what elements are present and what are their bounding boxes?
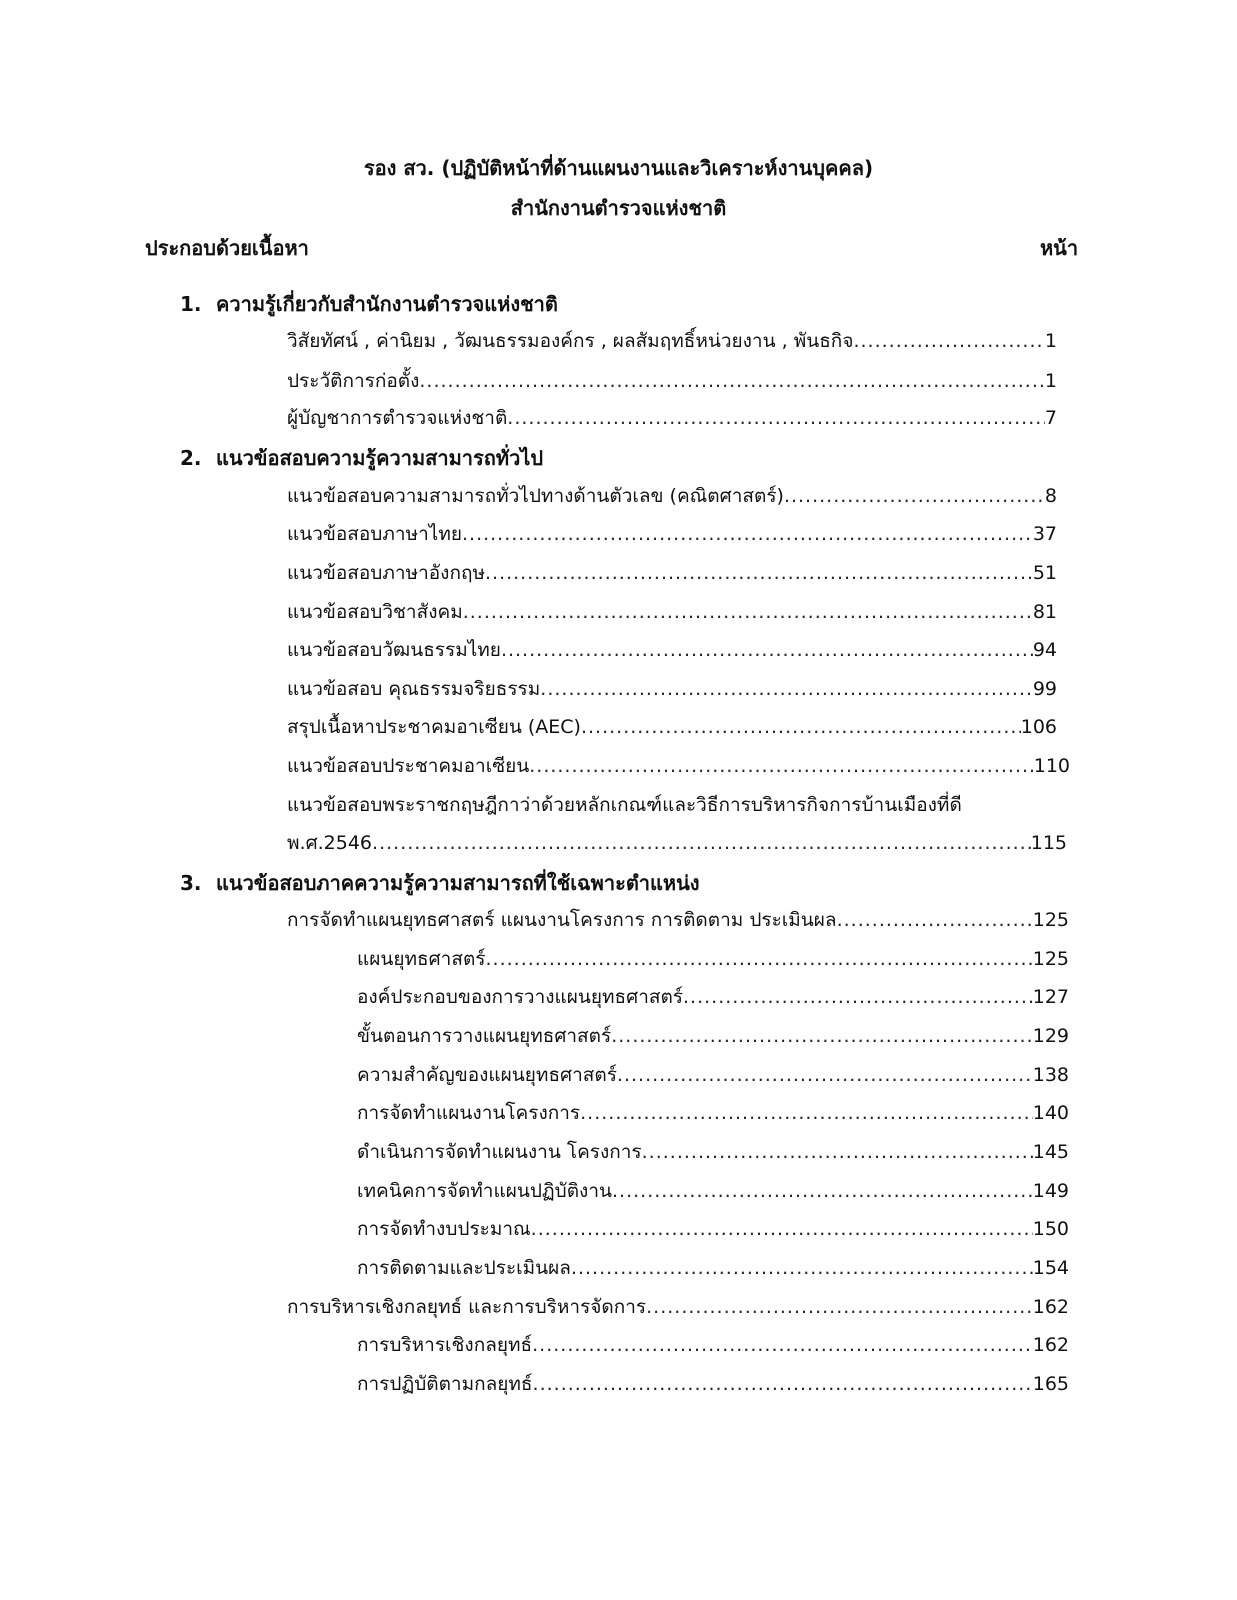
- toc-entry-label: แนวข้อสอบวิชาสังคม: [287, 601, 463, 623]
- contents-heading: ประกอบด้วยเนื้อหา: [145, 236, 309, 260]
- toc-entry[interactable]: [287, 519, 1057, 549]
- document-subtitle: สำนักงานตำรวจแห่งชาติ: [510, 196, 727, 220]
- toc-entry-page: 145: [1032, 1141, 1069, 1163]
- section-number: 2.: [180, 446, 202, 470]
- toc-entry-page: 154: [1032, 1257, 1069, 1279]
- document-title: รอง สว. (ปฏิบัติหน้าที่ด้านแผนงานและวิเคราะห์งานบุคคล): [363, 156, 874, 180]
- toc-entry-page: 125: [1032, 948, 1069, 970]
- toc-subentry[interactable]: [357, 1369, 1069, 1399]
- toc-subentry[interactable]: [357, 1176, 1069, 1206]
- toc-entry-page: 127: [1032, 986, 1069, 1008]
- dot-leader: [485, 562, 1033, 584]
- toc-entry-label: แนวข้อสอบ คุณธรรมจริยธรรม: [287, 678, 541, 700]
- toc-entry-label: ประวัติการก่อตั้ง: [287, 370, 420, 392]
- toc-entry[interactable]: [287, 366, 1057, 396]
- toc-entry-label: ดำเนินการจัดทำแผนงาน โครงการ: [357, 1141, 642, 1163]
- toc-subentry[interactable]: [357, 1137, 1069, 1167]
- toc-entry-page: 125: [1032, 909, 1069, 931]
- toc-subentry[interactable]: [357, 1098, 1069, 1128]
- dot-leader: [533, 1373, 1033, 1395]
- dot-leader: [646, 1296, 1033, 1318]
- section-title: ความรู้เกี่ยวกับสำนักงานตำรวจแห่งชาติ: [216, 292, 558, 316]
- section-number: 3.: [180, 871, 202, 895]
- page-column-heading: หน้า: [1040, 236, 1079, 260]
- toc-entry-label: สรุปเนื้อหาประชาคมอาเซียน (AEC): [287, 716, 581, 738]
- toc-entry-label: แนวข้อสอบความสามารถทั่วไปทางด้านตัวเลข (คณิตศาสตร์): [287, 485, 784, 507]
- toc-entry-label: ความสำคัญของแผนยุทธศาสตร์: [357, 1064, 617, 1086]
- section-heading: [180, 442, 543, 474]
- toc-entry-label: แนวข้อสอบประชาคมอาเซียน: [287, 755, 530, 777]
- dot-leader: [784, 485, 1045, 507]
- toc-entry-page: 165: [1032, 1373, 1069, 1395]
- toc-entry-page: 37: [1032, 523, 1057, 545]
- dot-leader: [372, 832, 1031, 854]
- dot-leader: [540, 678, 1033, 700]
- dot-leader: [462, 523, 1033, 545]
- toc-entry-page: 106: [1020, 716, 1057, 738]
- toc-entry[interactable]: [287, 635, 1057, 665]
- toc-entry-page: 1: [1044, 370, 1057, 392]
- toc-entry[interactable]: [287, 558, 1057, 588]
- dot-leader: [581, 716, 1021, 738]
- toc-entry-label: แผนยุทธศาสตร์: [357, 948, 486, 970]
- dot-leader: [419, 370, 1045, 392]
- toc-entry[interactable]: [287, 674, 1057, 704]
- dot-leader: [529, 755, 1034, 777]
- toc-entry[interactable]: [287, 481, 1057, 511]
- toc-entry-label: การบริหารเชิงกลยุทธ์: [357, 1334, 533, 1356]
- toc-entry[interactable]: [287, 403, 1057, 433]
- dot-leader: [532, 1334, 1033, 1356]
- dot-leader: [463, 601, 1033, 623]
- toc-entry[interactable]: [287, 751, 1070, 781]
- toc-entry-label: การจัดทำแผนยุทธศาสตร์ แผนงานโครงการ การติดตาม ประเมินผล: [287, 909, 837, 931]
- dot-leader: [580, 1102, 1033, 1124]
- dot-leader: [612, 1180, 1033, 1202]
- toc-entry-label: การจัดทำแผนงานโครงการ: [357, 1102, 581, 1124]
- toc-entry[interactable]: [287, 828, 1067, 858]
- toc-entry-label: การบริหารเชิงกลยุทธ์ และการบริหารจัดการ: [287, 1296, 647, 1318]
- toc-entry-page: 51: [1032, 562, 1057, 584]
- toc-entry-label: การติดตามและประเมินผล: [357, 1257, 571, 1279]
- toc-entry-page: 99: [1032, 678, 1057, 700]
- toc-entry-label: องค์ประกอบของการวางแผนยุทธศาสตร์: [357, 986, 684, 1008]
- section-title: แนวข้อสอบภาคความรู้ความสามารถที่ใช้เฉพาะตำแหน่ง: [216, 871, 700, 895]
- toc-subentry[interactable]: [357, 1214, 1069, 1244]
- toc-entry-label: ผู้บัญชาการตำรวจแห่งชาติ: [287, 407, 508, 429]
- toc-entry-page: 81: [1032, 601, 1057, 623]
- dot-leader: [853, 330, 1044, 352]
- dot-leader: [617, 1064, 1033, 1086]
- toc-entry-page: 140: [1032, 1102, 1069, 1124]
- toc-entry-page: 138: [1032, 1064, 1069, 1086]
- toc-entry[interactable]: [287, 326, 1057, 356]
- section-heading: [180, 288, 558, 320]
- toc-entry-label-line1[interactable]: แนวข้อสอบพระราชกฤษฎีกาว่าด้วยหลักเกณฑ์และวิธีการบริหารกิจการบ้านเมืองที่ดี: [287, 794, 962, 816]
- dot-leader: [531, 1218, 1033, 1240]
- toc-entry-label: วิสัยทัศน์ , ค่านิยม , วัฒนธรรมองค์กร , ผลสัมฤทธิ์หน่วยงาน , พันธกิจ: [287, 330, 854, 352]
- toc-entry[interactable]: [287, 905, 1069, 935]
- toc-entry-label: แนวข้อสอบภาษาอังกฤษ: [287, 562, 485, 584]
- dot-leader: [642, 1141, 1033, 1163]
- toc-subentry[interactable]: [357, 1330, 1069, 1360]
- toc-entry-label: ขั้นตอนการวางแผนยุทธศาสตร์: [357, 1025, 612, 1047]
- dot-leader: [571, 1257, 1033, 1279]
- toc-entry-label: แนวข้อสอบภาษาไทย: [287, 523, 462, 545]
- toc-subentry[interactable]: [357, 944, 1069, 974]
- toc-entry-page: 149: [1032, 1180, 1069, 1202]
- toc-subentry[interactable]: [357, 982, 1069, 1012]
- toc-entry[interactable]: [287, 712, 1057, 742]
- toc-entry[interactable]: [287, 597, 1057, 627]
- toc-entry-page: 115: [1030, 832, 1067, 854]
- section-title: แนวข้อสอบความรู้ความสามารถทั่วไป: [216, 446, 544, 470]
- dot-leader: [683, 986, 1033, 1008]
- toc-subentry[interactable]: [357, 1253, 1069, 1283]
- toc-entry-label: แนวข้อสอบวัฒนธรรมไทย: [287, 639, 501, 661]
- toc-entry-label: การปฏิบัติตามกลยุทธ์: [357, 1373, 533, 1395]
- dot-leader: [611, 1025, 1033, 1047]
- toc-entry-page: 162: [1032, 1296, 1069, 1318]
- toc-entry-page: 162: [1032, 1334, 1069, 1356]
- toc-entry-label: การจัดทำงบประมาณ: [357, 1218, 531, 1240]
- toc-entry-label: เทคนิคการจัดทำแผนปฏิบัติงาน: [357, 1180, 612, 1202]
- toc-entry-page: 8: [1044, 485, 1057, 507]
- toc-entry-page: 129: [1032, 1025, 1069, 1047]
- section-number: 1.: [180, 292, 202, 316]
- toc-entry-page: 1: [1044, 330, 1057, 352]
- toc-entry-page: 7: [1044, 407, 1057, 429]
- toc-entry-page: 150: [1032, 1218, 1069, 1240]
- toc-entry-label: พ.ศ.2546: [287, 832, 373, 854]
- dot-leader: [501, 639, 1033, 661]
- section-heading: [180, 867, 700, 899]
- dot-leader: [837, 909, 1033, 931]
- toc-subentry[interactable]: [357, 1021, 1069, 1051]
- toc-entry[interactable]: [287, 1292, 1069, 1322]
- toc-entry-page: 110: [1033, 755, 1070, 777]
- toc-entry-page: 94: [1032, 639, 1057, 661]
- dot-leader: [507, 407, 1045, 429]
- dot-leader: [486, 948, 1033, 970]
- toc-subentry[interactable]: [357, 1060, 1069, 1090]
